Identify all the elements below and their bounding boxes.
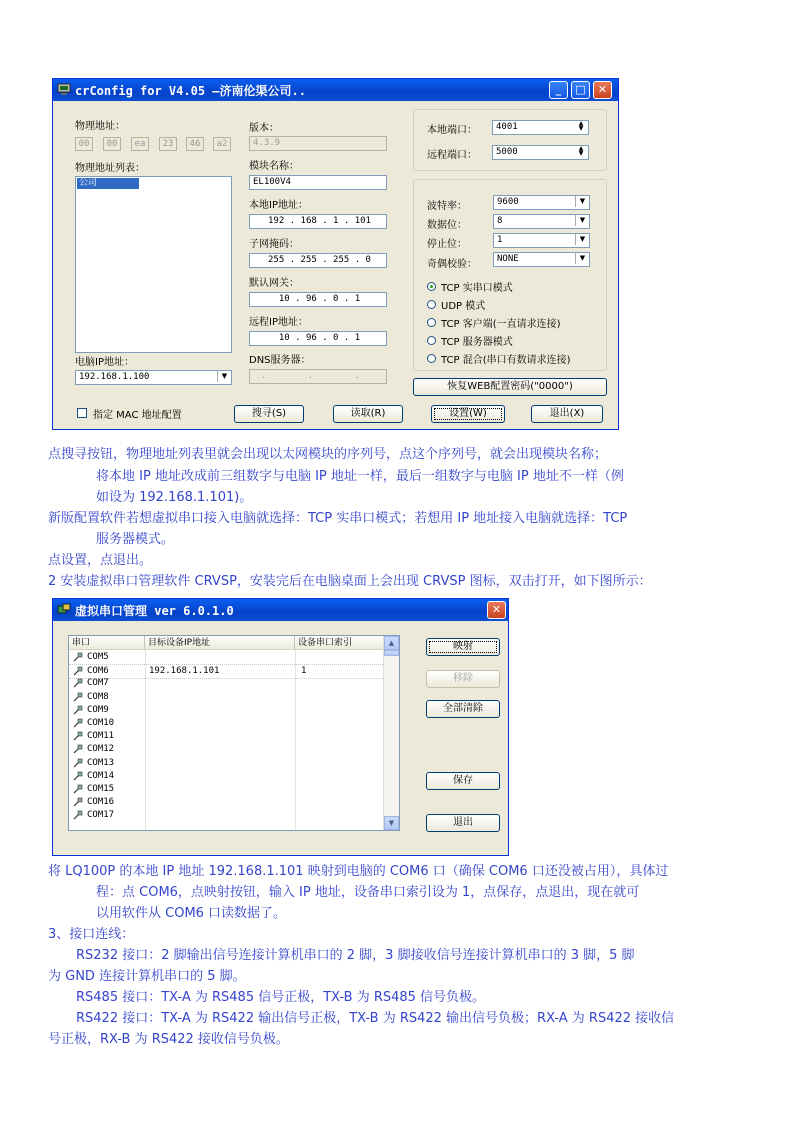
port-cell: COM7 [87, 678, 109, 689]
doc-line: 号正极，RX-B 为 RS422 接收信号负极。 [48, 1032, 289, 1047]
port-cell: COM10 [87, 718, 115, 728]
serial-port-icon [73, 692, 83, 702]
chevron-down-icon[interactable]: ▼ [575, 215, 589, 226]
port-cell: COM17 [87, 810, 115, 821]
mode-label-tcp-server: TCP 服务器模式 [441, 337, 513, 348]
doc-line: 如设为 192.168.1.101)。 [96, 490, 253, 505]
doc-line: 程：点 COM6，点映射按钮，输入 IP 地址，设备串口索引设为 1，点保存，点退出，现在就可 [96, 885, 640, 900]
port-table [68, 635, 400, 831]
delete-button: 移除 [426, 670, 500, 688]
mode-label-tcp-mixed: TCP 混合(串口有数请求连接) [441, 355, 571, 366]
version-field: 4.3.9 [249, 136, 387, 151]
parity-select[interactable]: NONE [493, 252, 590, 267]
mac-label: 物理地址： [75, 121, 125, 132]
column-header-index[interactable]: 设备串口索引 [295, 636, 385, 650]
port-cell: COM13 [87, 757, 115, 768]
crvsp-titlebar [53, 599, 508, 621]
mode-radio-tcp-mixed[interactable] [427, 354, 436, 363]
restore-password-button[interactable]: 恢复WEB配置密码("0000") [413, 378, 607, 396]
doc-line: 2 安装虚拟串口管理软件 CRVSP，安装完后在电脑桌面上会出现 CRVSP 图标，双击打开，如下图所示： [48, 574, 652, 589]
gateway-field[interactable]: 10 . 96 . 0 . 1 [249, 292, 387, 307]
app-icon [57, 83, 71, 96]
doc-line: 将本地 IP 地址改成前三组数字与电脑 IP 地址一样，最后一组数字与电脑 IP 地址不一样（例 [96, 469, 624, 484]
mac-byte-4: 23 [159, 137, 177, 151]
serial-port-icon [73, 678, 83, 688]
mac-config-label: 指定 MAC 地址配置 [93, 410, 182, 421]
table-row[interactable] [69, 783, 385, 796]
index-cell: 1 [301, 666, 307, 677]
search-button[interactable]: 搜寻(S) [234, 405, 304, 423]
table-row[interactable] [69, 757, 385, 770]
close-button[interactable]: ✕ [593, 81, 612, 99]
stopbits-label: 停止位： [427, 239, 467, 250]
app-icon [57, 603, 71, 616]
pc-ip-label: 电脑IP地址： [75, 357, 134, 368]
port-group [413, 109, 607, 171]
ip-cell: 192.168.1.101 [149, 666, 220, 677]
close-button[interactable]: ✕ [487, 601, 506, 619]
serial-port-icon [73, 810, 83, 820]
port-cell: COM12 [87, 744, 115, 755]
table-row[interactable] [69, 691, 385, 704]
pc-ip-select[interactable]: 192.168.1.100 [75, 370, 232, 385]
scroll-down-icon[interactable]: ▼ [384, 816, 399, 830]
doc-line: 服务器模式。 [96, 532, 175, 547]
chevron-down-icon[interactable]: ▼ [575, 196, 589, 207]
doc-line: 3、接口连线： [48, 927, 135, 942]
mac-byte-2: 00 [103, 137, 121, 151]
local-port-spin-icon[interactable]: ▲ ▼ [578, 120, 584, 132]
crconfig-window [52, 78, 619, 430]
remote-ip-label: 远程IP地址： [249, 317, 308, 328]
table-row[interactable] [69, 770, 385, 783]
mac-byte-6: a2 [213, 137, 231, 151]
doc-line: 新版配置软件若想虚拟串口接入电脑就选择：TCP 实串口模式；若想用 IP 地址接入电脑就选择：TCP [48, 511, 628, 526]
mac-config-checkbox[interactable] [77, 408, 87, 418]
serial-port-icon [73, 784, 83, 794]
window-title: crConfig for V4.05 —济南伦渠公司.. [75, 84, 306, 98]
doc-line: 点设置，点退出。 [48, 553, 153, 568]
baud-select[interactable]: 9600 [493, 195, 590, 210]
map-button[interactable]: 映射 [426, 638, 500, 656]
mode-radio-udp[interactable] [427, 300, 436, 309]
column-header-ip[interactable]: 目标设备IP地址 [145, 636, 295, 650]
mode-radio-tcp-server[interactable] [427, 336, 436, 345]
version-label: 版本： [249, 123, 279, 134]
serial-port-icon [73, 758, 83, 768]
local-ip-field[interactable]: 192 . 168 . 1 . 101 [249, 214, 387, 229]
maximize-button[interactable]: □ [571, 81, 590, 99]
serial-port-icon [73, 744, 83, 754]
port-cell: COM8 [87, 691, 109, 702]
module-name-field[interactable]: EL100V4 [249, 175, 387, 190]
doc-line: 将 LQ100P 的本地 IP 地址 192.168.1.101 映射到电脑的 COM6 口（确保 COM6 口还没被占用），具体过 [48, 864, 669, 879]
port-cell: COM14 [87, 770, 115, 781]
doc-line: 为 GND 连接计算机串口的 5 脚。 [48, 969, 246, 984]
module-name-label: 模块名称： [249, 161, 299, 172]
mode-radio-tcp-client[interactable] [427, 318, 436, 327]
subnet-field[interactable]: 255 . 255 . 255 . 0 [249, 253, 387, 268]
subnet-label: 子网掩码： [249, 239, 299, 250]
mac-list[interactable] [75, 176, 232, 353]
doc-line: RS232 接口：2 脚输出信号连接计算机串口的 2 脚，3 脚接收信号连接计算机串口的 3 脚，5 脚 [76, 948, 635, 963]
baud-label: 波特率： [427, 201, 467, 212]
table-row[interactable] [69, 730, 385, 743]
local-ip-label: 本地IP地址： [249, 200, 308, 211]
serial-port-icon [73, 666, 83, 676]
scroll-thumb[interactable] [384, 650, 399, 656]
table-scrollbar[interactable] [383, 636, 399, 830]
chevron-down-icon[interactable]: ▼ [575, 253, 589, 264]
table-row[interactable] [69, 743, 385, 756]
minimize-button[interactable]: _ [549, 81, 568, 99]
mode-label-tcp-client: TCP 客户端(一直请求连接) [441, 319, 561, 330]
mac-list-item[interactable]: 公司 [77, 178, 139, 189]
remote-ip-field[interactable]: 10 . 96 . 0 . 1 [249, 331, 387, 346]
mode-radio-tcp-real[interactable] [427, 282, 436, 291]
remote-port-spin-icon[interactable]: ▲ ▼ [578, 145, 584, 157]
databits-label: 数据位： [427, 220, 467, 231]
mode-label-udp: UDP 模式 [441, 301, 486, 312]
mac-byte-1: 00 [75, 137, 93, 151]
remote-port-field[interactable]: 5000 [492, 145, 589, 160]
serial-port-icon [73, 731, 83, 741]
save-button[interactable]: 保存 [426, 772, 500, 790]
gateway-label: 默认网关： [249, 278, 299, 289]
crvsp-window [52, 598, 509, 856]
port-cell: COM15 [87, 784, 115, 794]
doc-line: RS422 接口：TX-A 为 RS422 输出信号正极，TX-B 为 RS422 输出信号负极；RX-A 为 RS422 接收信 [76, 1011, 675, 1026]
chevron-down-icon[interactable]: ▼ [575, 234, 589, 245]
table-row[interactable] [69, 677, 385, 690]
chevron-down-icon[interactable]: ▼ [217, 371, 231, 382]
port-cell: COM5 [87, 652, 109, 662]
port-cell: COM9 [87, 704, 109, 715]
table-row[interactable] [69, 704, 385, 717]
dns-label: DNS服务器： [249, 355, 311, 366]
serial-port-icon [73, 705, 83, 715]
remote-port-label: 远程端口： [427, 150, 477, 161]
databits-select[interactable]: 8 [493, 214, 590, 229]
serial-port-icon [73, 771, 83, 781]
table-row[interactable] [69, 651, 385, 664]
local-port-field[interactable]: 4001 [492, 120, 589, 135]
port-cell: COM6 [87, 666, 109, 677]
crconfig-titlebar [53, 79, 618, 101]
local-port-label: 本地端口： [427, 125, 477, 136]
doc-line: RS485 接口：TX-A 为 RS485 信号正极，TX-B 为 RS485 信号负极。 [76, 990, 486, 1005]
dns-field: . . . [249, 369, 387, 384]
mac-list-label: 物理地址列表： [75, 163, 145, 174]
clear-all-button[interactable]: 全部清除 [426, 700, 500, 718]
mac-byte-3: ea [131, 137, 149, 151]
mac-byte-5: 46 [186, 137, 204, 151]
serial-port-icon [73, 797, 83, 807]
table-row[interactable] [69, 809, 385, 822]
port-cell: COM11 [87, 731, 115, 742]
mode-label-tcp-real: TCP 实串口模式 [441, 283, 513, 294]
column-header-port[interactable]: 串口 [69, 636, 145, 650]
doc-line: 点搜寻按钮，物理地址列表里就会出现以太网模块的序列号，点这个序列号，就会出现模块名称； [48, 447, 608, 462]
table-row[interactable] [69, 796, 385, 809]
serial-port-icon [73, 718, 83, 728]
serial-port-icon [73, 652, 83, 662]
parity-label: 奇偶校验： [427, 259, 477, 270]
window-title: 虚拟串口管理 ver 6.0.1.0 [75, 604, 234, 618]
port-cell: COM16 [87, 797, 115, 808]
scroll-up-icon[interactable]: ▲ [384, 636, 399, 650]
table-row[interactable] [69, 717, 385, 730]
read-button[interactable]: 读取(R) [333, 405, 403, 423]
exit-button[interactable]: 退出(X) [531, 405, 603, 423]
set-button[interactable]: 设置(W) [431, 405, 505, 423]
exit-button[interactable]: 退出 [426, 814, 500, 832]
stopbits-select[interactable]: 1 [493, 233, 590, 248]
doc-line: 以用软件从 COM6 口读数据了。 [96, 906, 287, 921]
